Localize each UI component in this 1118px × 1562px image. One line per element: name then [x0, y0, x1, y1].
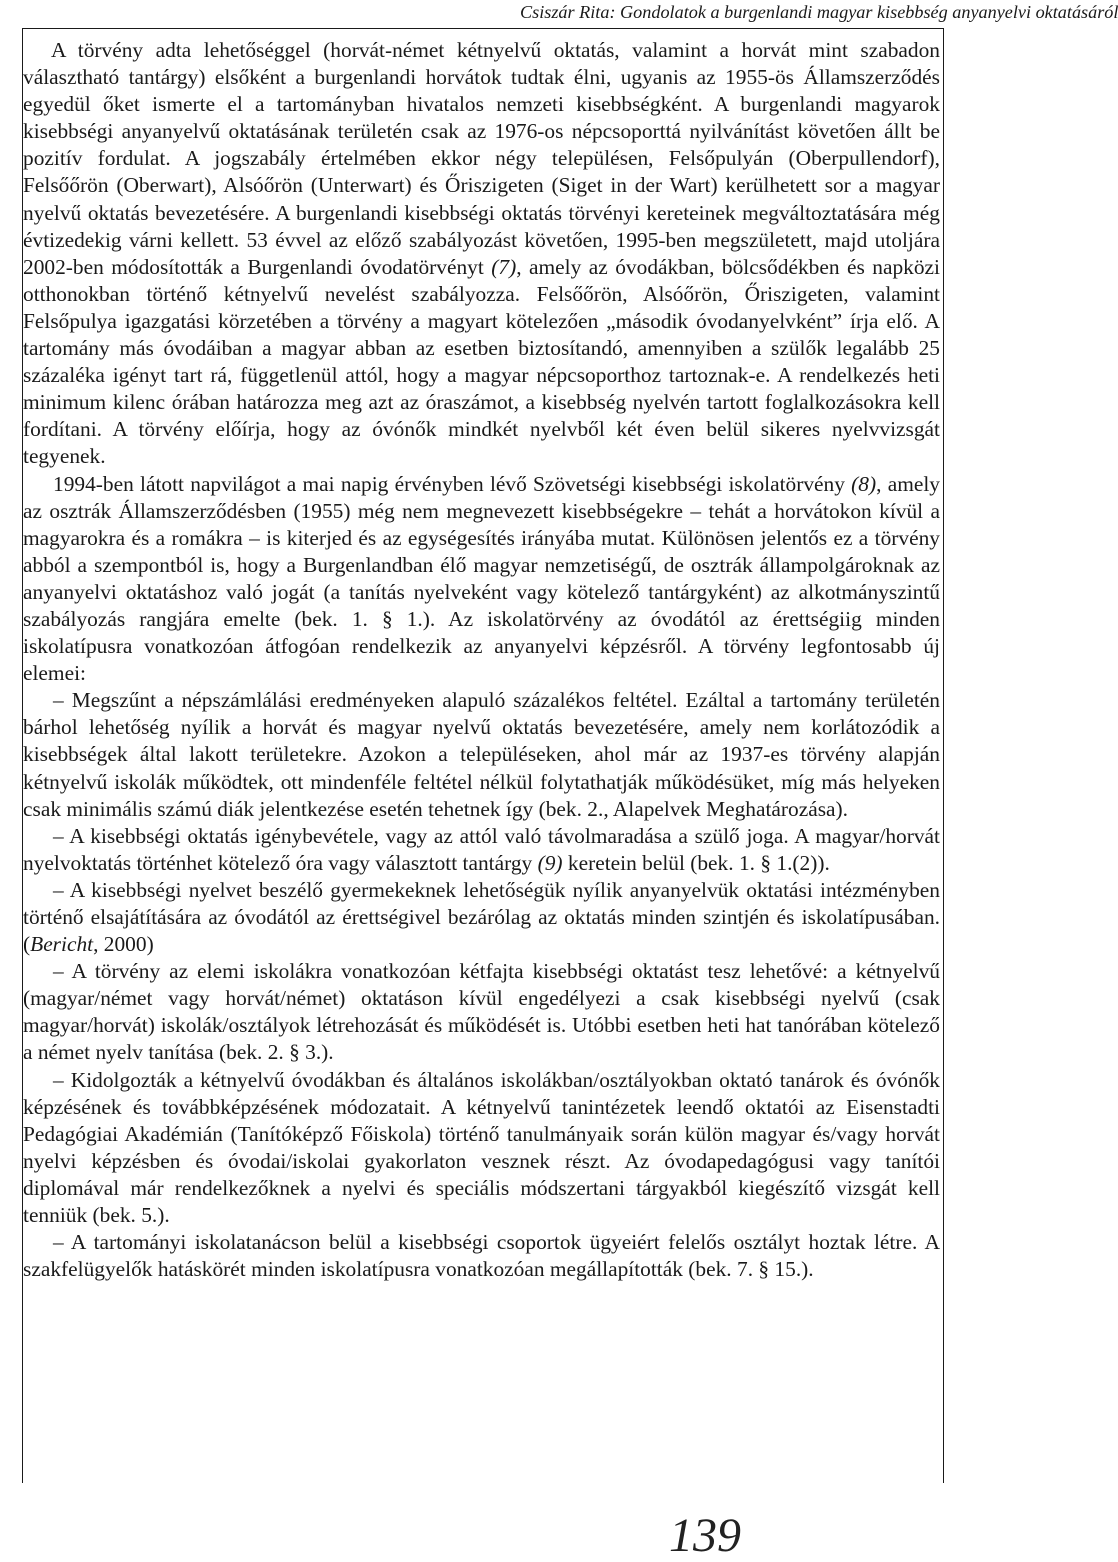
right-margin-rule — [943, 28, 944, 1483]
text-run: 1994-ben látott napvilágot a mai napig érvényben lévő Szövetségi kisebbségi iskolatörvény — [53, 471, 852, 496]
citation-ref: (9) — [537, 850, 563, 875]
text-run: A törvény adta lehetőséggel (horvát-német kétnyelvű oktatás, valamint a horvát mint szabadon választható tantárgy) elsőként a burgenlandi horvátok tudtak élni, ugyanis az 1955-ös Államszerződés egyedül őket ismerte el a tartományban hivatalos nemzeti kisebbségként. A burgenlandi magyarok kisebbségi anyanyelvű oktatásának területén csak az 1976-os népcsoporttá nyilvánítást követően állt be pozitív fordulat. A jogszabály értelmében ekkor négy településen, Felsőpulyán (Oberpullendorf), Felsőőrön (Oberwart), Alsóőrön (Unterwart) és Őriszigeten (Siget in der Wart) kerülhetett sor a magyar nyelvű oktatás bevezetésére. A burgenlandi kisebbségi oktatás törvényi kereteinek megváltoztatására még évtizedekig várni kellett. 53 évvel az előző szabályozást követően, 1995-ben megszületett, majd utoljára 2002-ben módosították a Burgenlandi óvodatörvényt — [23, 38, 940, 279]
text-run: keretein belül (bek. 1. § 1.(2)). — [562, 850, 830, 875]
text-run: – Megszűnt a népszámlálási eredményeken alapuló százalékos feltétel. Ezáltal a tartomány területén bárhol lehetőség nyílik a horvát és magyar nyelvű oktatás bevezetésére, amely nem korlátozódik a kisebbségek által lakott területekre. Azokon a településeken, ahol már az 1937-es törvény alapján kétnyelvű iskolák működtek, ott mindenféle feltétel nélkül folytathatják működésüket, míg más helyeken csak minimális számú diák jelentkezése esetén tehetnek így (bek. 2., Alapelvek Meghatározása). — [23, 688, 940, 821]
paragraph-2 — [23, 471, 940, 688]
text-run: – A kisebbségi nyelvet beszélő gyermekeknek lehetőségük nyílik anyanyelvük oktatási intézményben történő elsajátítására az óvodától az érettségivel bezárólag az oktatás minden szintjén és iskolatípusában. ( — [23, 877, 940, 957]
text-run: , amely az osztrák Államszerződésben (1955) még nem megnevezett kisebbségekre – tehát a horvátokon kívül a magyarokra és a romákra – is kiterjed és az egységesítés irányába mutat. Különösen jelentős ez a törvény abból a szempontból is, hogy a Burgenlandban élő magyar nemzetiségű, de osztrák állampolgároknak az anyanyelvi oktatáshoz való jogát (a tanítás nyelveként vagy kötelező tantárgyként) az alkotmányszintű szabályozás rangjára emelte (bek. 1. § 1.). Az iskolatörvény az óvodától az érettségiig minden iskolatípusra vonatkozóan átfogóan rendelkezik az anyanyelvi képzésről. A törvény legfontosabb új elemei: — [23, 471, 940, 686]
text-run: – Kidolgozták a kétnyelvű óvodákban és általános iskolákban/osztályokban oktató tanárok és óvónők képzésének és továbbképzésének módozatait. A kétnyelvű tanintézetek leendő oktatói az Eisenstadti Pedagógiai Akadémián (Tanítóképző Főiskola) történő tanulmányaik során külön magyar és/vagy horvát nyelvi képzésben és óvodai/iskolai gyakorlaton vesznek részt. Az óvodapedagógusi vagy tanítói diplomával már rendelkezőknek a nyelvi és speciális módszertani tárgyakból kiegészítő vizsgát kell tenniük (bek. 5.). — [23, 1067, 940, 1228]
running-header: Csiszár Rita: Gondolatok a burgenlandi magyar kisebbség anyanyelvi oktatásáról — [520, 2, 1118, 22]
text-run: – A törvény az elemi iskolákra vonatkozóan kétfajta kisebbségi oktatást tesz lehetővé: a kétnyelvű (magyar/német vagy horvát/német) oktatáson kívül engedélyezi a csak kisebbségi nyelvű (csak magyar/horvát) iskolák/osztályok létrehozását és működését is. Utóbbi esetben heti hat tanórában kötelező a német nyelv tanítása (bek. 2. § 3.). — [23, 959, 940, 1065]
text-run: , 2000) — [93, 932, 154, 957]
text-run: , amely az óvodákban, bölcsődékben és napközi otthonokban történő kétnyelvű nevelést szabályozza. Felsőőrön, Alsóőrön, Őriszigeten, valamint Felsőpulya igazgatási körzetében a törvény a magyart kötelezően „második óvodanyelvként” írja elő. A tartomány más óvodáiban a magyar abban az esetben biztosítandó, amennyiben a szülők legalább 25 százaléka igényt tart rá, függetlenül attól, hogy a magyar népcsoporthoz tartoznak-e. A rendelkezés heti minimum kilenc órában határozza meg azt az óraszámot, a kisebbség nyelvén tartott foglalkozásokra kell fordítani. A törvény előírja, hogy az óvónők mindkét nyelvből két éven belül sikeres nyelvvizsgát tegyenek. — [23, 254, 940, 469]
source-title: Bericht — [30, 932, 94, 957]
header-rule — [22, 28, 944, 29]
list-item-3 — [23, 877, 940, 958]
citation-ref: (7) — [491, 254, 517, 279]
list-item-6 — [23, 1229, 940, 1283]
page-number: 139 — [669, 1509, 741, 1562]
list-item-4 — [23, 958, 940, 1066]
paragraph-1 — [23, 37, 940, 471]
text-run: – A kisebbségi oktatás igénybevétele, vagy az attól való távolmaradása a szülő joga. A magyar/horvát nyelvoktatás történhet kötelező óra vagy választott tantárgy — [23, 823, 940, 875]
citation-ref: (8) — [851, 471, 877, 496]
body-text — [23, 37, 940, 1283]
text-run: – A tartományi iskolatanácson belül a kisebbségi csoportok ügyeiért felelős osztályt hoztak létre. A szakfelügyelők hatáskörét minden iskolatípusra vonatkozóan megállapították (bek. 7. § 15.). — [23, 1230, 940, 1282]
list-item-5 — [23, 1067, 940, 1230]
list-item-1 — [23, 687, 940, 822]
list-item-2 — [23, 823, 940, 877]
